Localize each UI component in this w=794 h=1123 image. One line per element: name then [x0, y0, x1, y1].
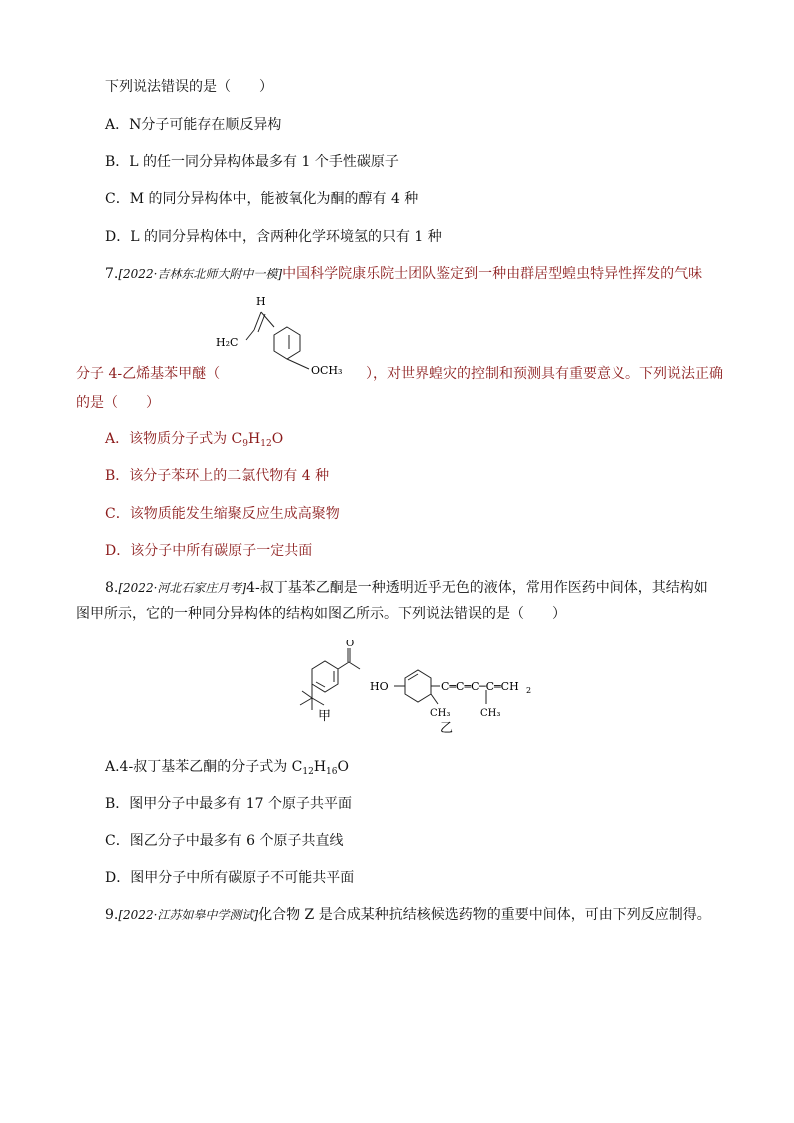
q9-source: [2022·江苏如皋中学测试] — [118, 908, 259, 922]
q8-option-a-sub2: 16 — [326, 767, 338, 777]
q6-option-b: B．L 的任一同分异构体最多有 1 个手性碳原子 — [105, 154, 399, 170]
q8-text-line2: 图甲所示，它的一种同分异构体的结构如图乙所示。下列说法错误的是（ ） — [76, 606, 566, 622]
q8-heading — [105, 578, 708, 598]
q7-option-a-mid: H — [248, 431, 261, 447]
q8-label-o: O — [346, 640, 355, 649]
q8-label-ch3-a: CH₃ — [430, 708, 451, 719]
q8-option-c: C．图乙分子中最多有 6 个原子共直线 — [105, 833, 344, 849]
q7-structure-4-vinylanisole — [210, 290, 370, 380]
q8-label-cc: C═C═C — [441, 680, 480, 693]
q7-option-a-sub2: 12 — [260, 439, 272, 449]
q7-heading — [105, 264, 702, 284]
q9-number: 9. — [105, 907, 119, 923]
q8-option-a-mid: H — [313, 759, 327, 775]
q8-option-d: D．图甲分子中所有碳原子不可能共平面 — [105, 870, 355, 886]
q8-option-a-pre: A.4-叔丁基苯乙酮的分子式为 C — [105, 759, 303, 775]
q8-option-a-post: O — [337, 759, 349, 775]
q6-option-c: C．M 的同分异构体中，能被氧化为酮的醇有 4 种 — [105, 191, 419, 207]
q7-option-b: B．该分子苯环上的二氯代物有 4 种 — [105, 468, 330, 484]
q7-label-h: H — [256, 295, 266, 308]
q8-number: 8. — [105, 580, 119, 596]
q6-option-a: A．N分子可能存在顺反异构 — [105, 117, 282, 133]
q8-source: [2022·河北石家庄月考] — [118, 581, 247, 595]
q6-stem: 下列说法错误的是（ ） — [105, 79, 273, 95]
q7-option-a-post: O — [271, 431, 284, 447]
q8-label-ho: HO — [370, 680, 389, 693]
q7-option-d: D．该分子中所有碳原子一定共面 — [105, 543, 313, 559]
q7-source: [2022·吉林东北师大附中一模] — [118, 267, 283, 281]
q7-text-line2-post: ），对世界蝗灾的控制和预测具有重要意义。下列说法正确 — [366, 366, 723, 382]
q7-text-line3: 的是（ ） — [76, 395, 160, 411]
q8-label-cdash: ─C═CH — [479, 680, 519, 693]
q7-text-line2-pre: 分子 4-乙烯基苯甲醚（ — [76, 366, 221, 382]
q8-label-two: 2 — [526, 686, 532, 695]
q9-heading — [105, 905, 711, 925]
q8-label-jia: 甲 — [318, 709, 332, 724]
q7-number: 7. — [105, 266, 119, 282]
q7-option-c: C．该物质能发生缩聚反应生成高聚物 — [105, 506, 340, 522]
q7-label-h2c: H₂C — [216, 336, 239, 349]
q7-text-line1: 中国科学院康乐院士团队鉴定到一种由群居型蝗虫特异性挥发的气味 — [282, 266, 703, 282]
q7-option-a-pre: A．该物质分子式为 C — [105, 431, 243, 447]
q7-label-och3: OCH₃ — [311, 364, 343, 377]
q8-figure-structures — [290, 640, 540, 740]
q8-option-a-sub1: 12 — [302, 767, 314, 777]
q7-option-a — [105, 429, 283, 449]
q8-option-b: B．图甲分子中最多有 17 个原子共平面 — [105, 796, 353, 812]
q7-option-a-sub1: 9 — [242, 439, 249, 449]
q6-option-d: D．L 的同分异构体中，含两种化学环境氢的只有 1 种 — [105, 229, 442, 245]
q8-label-yi: 乙 — [440, 721, 454, 736]
q8-label-ch3-b: CH₃ — [480, 708, 501, 719]
q9-text: 化合物 Z 是合成某种抗结核候选药物的重要中间体，可由下列反应制得。 — [258, 907, 711, 923]
q8-option-a — [105, 757, 349, 777]
q8-text-line1: 4-叔丁基苯乙酮是一种透明近乎无色的液体，常用作医药中间体，其结构如 — [246, 580, 708, 596]
